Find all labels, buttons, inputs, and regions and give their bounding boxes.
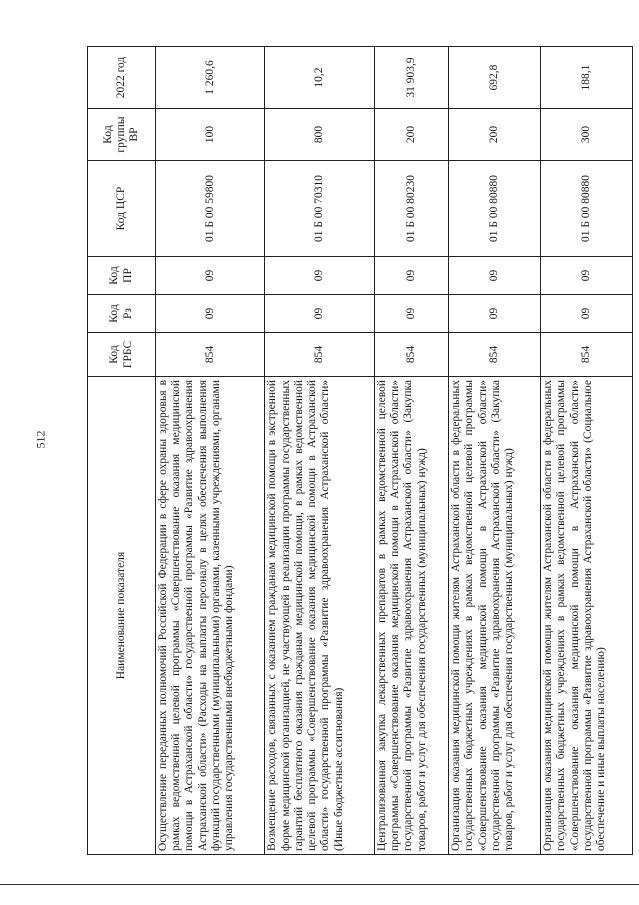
row-grbs: 854 xyxy=(449,333,541,377)
row-name: Централизованная закупка лекарственных препаратов в рамках ведомственной целевой программы «Совершенствование оказания медицинской помощи в Астраханской области» государственной программы «Развитие здравоохранения Астраханской области» (Закупка товаров, работ и услуг для обеспечения государственных (муниципальных) нужд) xyxy=(374,377,448,855)
header-name: Наименование показателя xyxy=(88,377,156,855)
row-rz: 09 xyxy=(374,295,448,333)
row-pr: 09 xyxy=(541,257,633,295)
header-year: 2022 год xyxy=(88,47,156,109)
row-grbs: 854 xyxy=(156,333,265,377)
row-amount: 1 260,6 xyxy=(156,47,265,109)
table-row xyxy=(541,47,633,855)
table-row xyxy=(374,47,448,855)
row-pr: 09 xyxy=(374,257,448,295)
row-amount: 10,2 xyxy=(265,47,374,109)
row-vr: 800 xyxy=(265,109,374,161)
header-rz: Код Рз xyxy=(88,295,156,333)
header-pr: Код ПР xyxy=(88,257,156,295)
header-csr: Код ЦСР xyxy=(88,161,156,257)
page-number: 512 xyxy=(33,430,48,449)
budget-table-container xyxy=(87,47,633,855)
row-pr: 09 xyxy=(156,257,265,295)
row-csr: 01 Б 00 80880 xyxy=(541,161,633,257)
row-csr: 01 Б 00 59800 xyxy=(156,161,265,257)
row-csr: 01 Б 00 70310 xyxy=(265,161,374,257)
row-grbs: 854 xyxy=(541,333,633,377)
row-pr: 09 xyxy=(265,257,374,295)
row-vr: 200 xyxy=(449,109,541,161)
row-pr: 09 xyxy=(449,257,541,295)
row-vr: 100 xyxy=(156,109,265,161)
row-name: Организация оказания медицинской помощи жителям Астраханской области в федеральных государственных бюджетных учреждениях в рамках ведомственной целевой программы «Совершенствование оказания медицинской помощи в Астраханской области» государственной программы «Развитие здравоохранения Астраханской области» (Закупка товаров, работ и услуг для обеспечения государственных (муниципальных) нужд) xyxy=(449,377,541,855)
row-name: Осуществление переданных полномочий Российской Федерации в сфере охраны здоровья в рамках ведомственной целевой программы «Совершенствование оказания медицинской помощи в Астраханской области» государственной программы «Развитие здравоохранения Астраханской области» (Расходы на выплаты персоналу в целях обеспечения выполнения функций государственными (муниципальными) органами, казенными учреждениями, органами управления государственными внебюджетными фондами) xyxy=(156,377,265,855)
row-rz: 09 xyxy=(265,295,374,333)
row-vr: 200 xyxy=(374,109,448,161)
row-amount: 31 903,9 xyxy=(374,47,448,109)
row-grbs: 854 xyxy=(265,333,374,377)
row-rz: 09 xyxy=(156,295,265,333)
table-row xyxy=(449,47,541,855)
row-rz: 09 xyxy=(541,295,633,333)
row-csr: 01 Б 00 80230 xyxy=(374,161,448,257)
table-header-row xyxy=(88,47,156,855)
bottom-divider xyxy=(0,884,639,885)
budget-table xyxy=(87,46,633,855)
table-row xyxy=(265,47,374,855)
row-name: Организация оказания медицинской помощи жителям Астраханской области в федеральных государственных бюджетных учреждениях в рамках ведомственной целевой программы «Совершенствование оказания медицинской помощи в Астраханской области» государственной программы «Развитие здравоохранения Астраханской области» (Социальное обеспечение и иные выплаты населению) xyxy=(541,377,633,855)
header-vr: Код группы ВР xyxy=(88,109,156,161)
row-amount: 188,1 xyxy=(541,47,633,109)
row-amount: 692,8 xyxy=(449,47,541,109)
row-rz: 09 xyxy=(449,295,541,333)
row-grbs: 854 xyxy=(374,333,448,377)
row-name: Возмещение расходов, связанных с оказанием гражданам медицинской помощи в экстренной форме медицинской организацией, не участвующей в реализации программы государственных гарантий бесплатного оказания гражданам медицинской помощи, в рамках ведомственной целевой программы «Совершенствование оказания медицинской помощи в Астраханской области» государственной программы «Развитие здравоохранения Астраханской области» (Иные бюджетные ассигнования) xyxy=(265,377,374,855)
row-csr: 01 Б 00 80880 xyxy=(449,161,541,257)
header-grbs: Код ГРБС xyxy=(88,333,156,377)
row-vr: 300 xyxy=(541,109,633,161)
table-row xyxy=(156,47,265,855)
